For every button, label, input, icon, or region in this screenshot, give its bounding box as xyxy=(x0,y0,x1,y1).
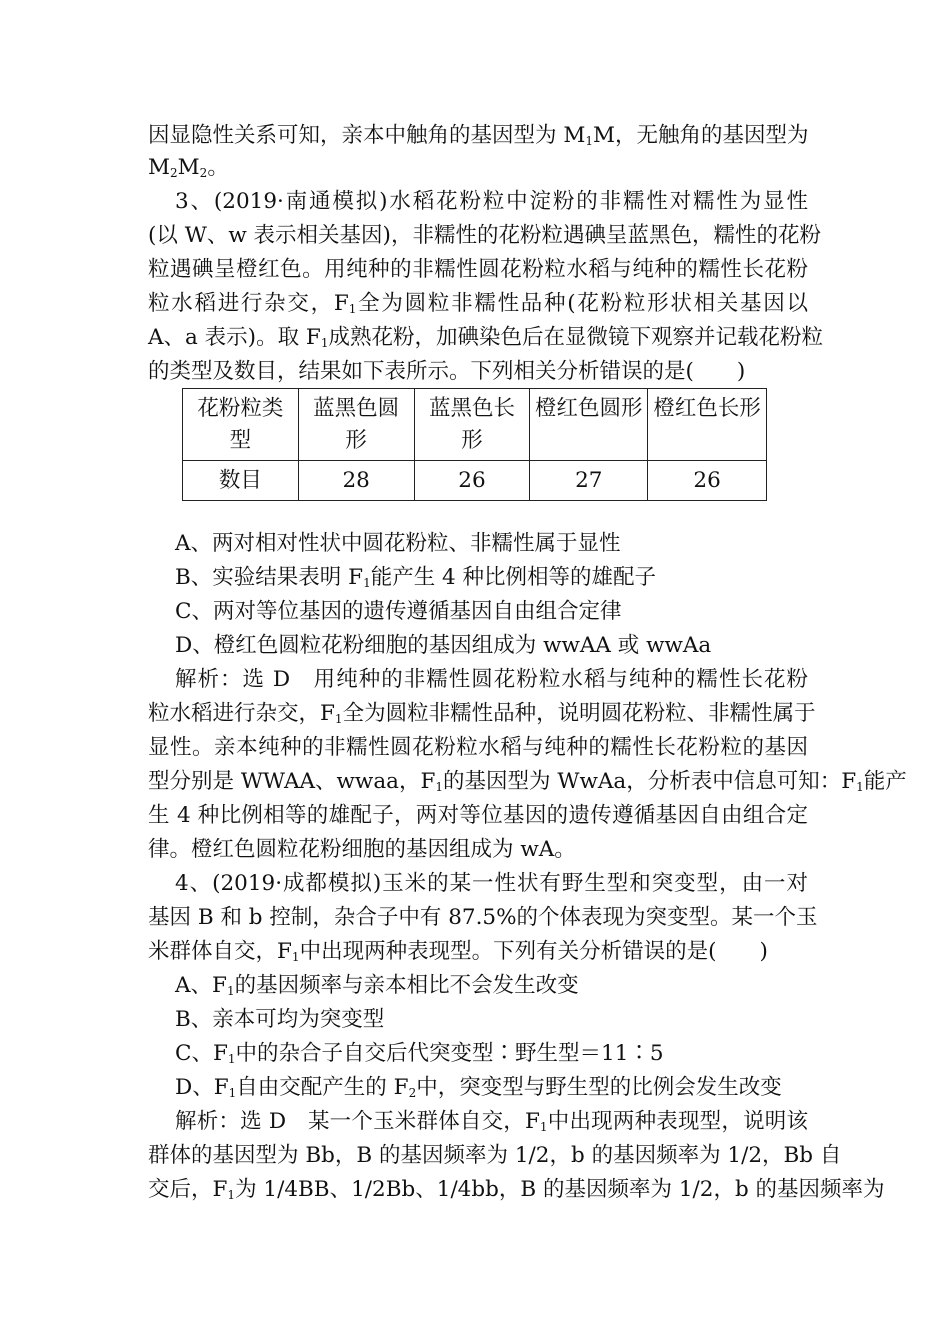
answer-analysis: 解析：选 D 某一个玉米群体自交，$F_1$中出现两种表现型，说明该 xyxy=(175,1109,808,1134)
table-cell: 26 xyxy=(648,461,767,501)
option-a: A、两对相对性状中圆花粉粒、非糯性属于显性 xyxy=(175,531,621,556)
text-line: 生 4 种比例相等的雄配子，两对等位基因的遗传遵循基因自由组合定 xyxy=(148,803,808,828)
table-header-row xyxy=(183,389,767,461)
text-line: $M_2M_2$。 xyxy=(148,155,229,180)
table-row xyxy=(183,461,767,501)
table-row-label: 数目 xyxy=(183,461,299,501)
table-header-cell: 橙红色长形 xyxy=(648,389,767,461)
text-line: 基因 B 和 b 控制，杂合子中有 87.5%的个体表现为突变型。某一个玉 xyxy=(148,905,818,930)
text-line: 律。橙红色圆粒花粉细胞的基因组成为 wA。 xyxy=(148,837,576,862)
text-line: 的类型及数目，结果如下表所示。下列相关分析错误的是( ) xyxy=(148,359,746,384)
pollen-count-table xyxy=(182,388,767,501)
table-cell: 28 xyxy=(298,461,414,501)
table-cell: 26 xyxy=(414,461,530,501)
text-line: 米群体自交，$F_1$中出现两种表现型。下列有关分析错误的是( ) xyxy=(148,939,768,964)
option-d: D、橙红色圆粒花粉细胞的基因组成为 wwAA 或 wwAa xyxy=(175,633,712,658)
question-4-stem: 4、(2019·成都模拟)玉米的某一性状有野生型和突变型，由一对 xyxy=(175,871,808,896)
option-b: B、实验结果表明 $F_1$能产生 4 种比例相等的雄配子 xyxy=(175,565,657,590)
table-header-cell: 蓝黑色圆形 xyxy=(298,389,414,461)
text-line: 粒遇碘呈橙红色。用纯种的非糯性圆花粉粒水稻与纯种的糯性长花粉 xyxy=(148,257,808,282)
table-header-cell: 蓝黑色长形 xyxy=(414,389,530,461)
table-header-cell: 橙红色圆形 xyxy=(530,389,648,461)
text-line: 交后，$F_1$为 1/4BB、1/2Bb、1/4bb，B 的基因频率为 1/2，b 的基因频率为 xyxy=(148,1177,885,1202)
text-line: 群体的基因型为 Bb，B 的基因频率为 1/2，b 的基因频率为 1/2，Bb 自 xyxy=(148,1143,842,1168)
option-a: A、$F_1$的基因频率与亲本相比不会发生改变 xyxy=(175,973,579,998)
answer-analysis: 解析：选 D 用纯种的非糯性圆花粉粒水稻与纯种的糯性长花粉 xyxy=(175,667,808,692)
table-header-cell: 花粉粒类型 xyxy=(183,389,299,461)
text-line: 型分别是 WWAA、wwaa，$F_1$的基因型为 WwAa，分析表中信息可知：$F_1$能产 xyxy=(148,769,907,794)
option-c: C、$F_1$中的杂合子自交后代突变型∶野生型＝11∶5 xyxy=(175,1041,664,1066)
text-line: 因显隐性关系可知，亲本中触角的基因型为 $M_1M$，无触角的基因型为 xyxy=(148,123,809,148)
text-line: 粒水稻进行杂交，$F_1$全为圆粒非糯性品种(花粉粒形状相关基因以 xyxy=(148,291,809,316)
table-cell: 27 xyxy=(530,461,648,501)
text-line: A、a 表示)。取 $F_1$成熟花粉，加碘染色后在显微镜下观察并记载花粉粒 xyxy=(148,325,823,350)
option-b: B、亲本可均为突变型 xyxy=(175,1007,385,1032)
text-line: 粒水稻进行杂交，$F_1$全为圆粒非糯性品种，说明圆花粉粒、非糯性属于 xyxy=(148,701,816,726)
option-d: D、$F_1$自由交配产生的 $F_2$中，突变型与野生型的比例会发生改变 xyxy=(175,1075,782,1100)
option-c: C、两对等位基因的遗传遵循基因自由组合定律 xyxy=(175,599,622,624)
text-line: (以 W、w 表示相关基因)，非糯性的花粉粒遇碘呈蓝黑色，糯性的花粉 xyxy=(148,223,821,248)
text-line: 显性。亲本纯种的非糯性圆花粉粒水稻与纯种的糯性长花粉粒的基因 xyxy=(148,735,808,760)
question-3-stem: 3、(2019·南通模拟)水稻花粉粒中淀粉的非糯性对糯性为显性 xyxy=(175,189,808,214)
